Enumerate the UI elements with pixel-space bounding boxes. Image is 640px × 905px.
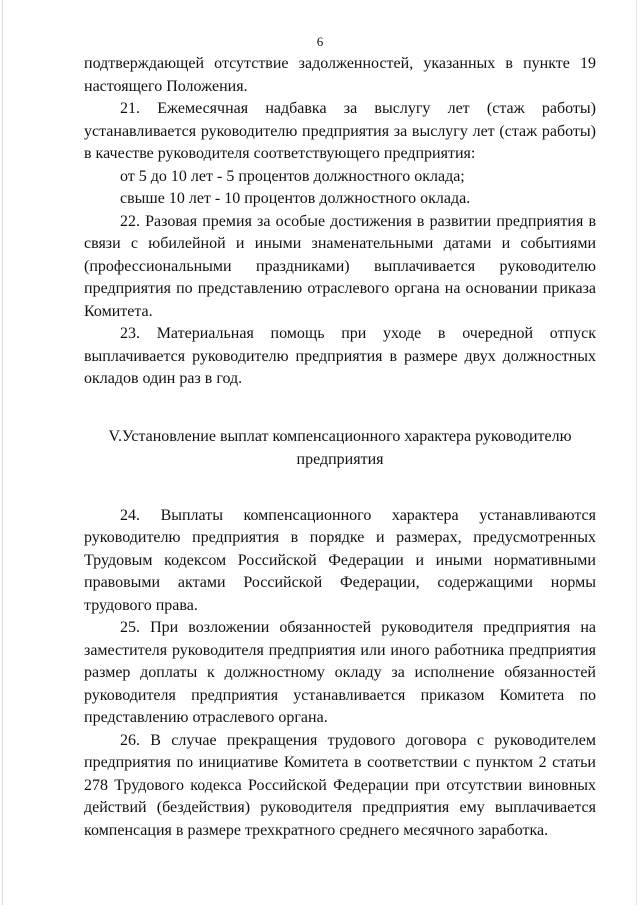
paragraph-24: 24. Выплаты компенсационного характера устанавливаются руководителю предприятия в порядке и размерах, предусмотренных Трудовым кодексом Российской Федерации и иными нормативными правовыми актами Российской Федерации, содержащими нормы трудового права. [84, 506, 596, 614]
document-body [84, 53, 596, 842]
paragraph-21: 21. Ежемесячная надбавка за выслугу лет (стаж работы) устанавливается руководителю предприятия за выслугу лет (стаж работы) в качестве руководителя соответствующего предприятия: [84, 100, 596, 162]
list-line-5-10-years: от 5 до 10 лет - 5 процентов должностного оклада; [120, 167, 465, 185]
section-heading-line-1: V.Установление выплат компенсационного характера руководителю [108, 427, 572, 445]
paragraph-22: 22. Разовая премия за особые достижения в развитии предприятия в связи с юбилейной и иными знаменательными датами и событиями (профессиональными праздниками) выплачивается руководителю предприятия по представлению отраслевого органа на основании приказа Комитета. [84, 212, 596, 320]
paragraph-continuation: подтверждающей отсутствие задолженностей, указанных в пункте 19 настоящего Положения. [84, 55, 596, 95]
scan-edge-right [636, 0, 637, 905]
paragraph-25: 25. При возложении обязанностей руководителя предприятия на заместителя руководителя предприятия или иного работника предприятия размер доплаты к должностному окладу за исполнение обязанностей руководителя предприятия устанавливается приказом Комитета по представлению отраслевого органа. [84, 619, 596, 726]
scan-edge-left [2, 0, 3, 905]
section-heading-line-2: предприятия [296, 450, 384, 468]
list-line-over-10-years: свыше 10 лет - 10 процентов должностного оклада. [120, 190, 471, 207]
paragraph-26: 26. В случае прекращения трудового договора с руководителем предприятия по инициативе Комитета в соответствии с пунктом 2 статьи 278 Трудового кодекса Российской Федерации при отсутствии виновных действий (бездействия) руководителя предприятия ему выплачивается компенсация в размере трехкратного среднего месячного заработка. [84, 731, 596, 839]
paragraph-23: 23. Материальная помощь при уходе в очередной отпуск выплачивается руководителю предприятия в размере двух должностных окладов один раз в год. [84, 325, 596, 387]
section-heading [84, 425, 596, 471]
page-number: 6 [316, 34, 324, 49]
